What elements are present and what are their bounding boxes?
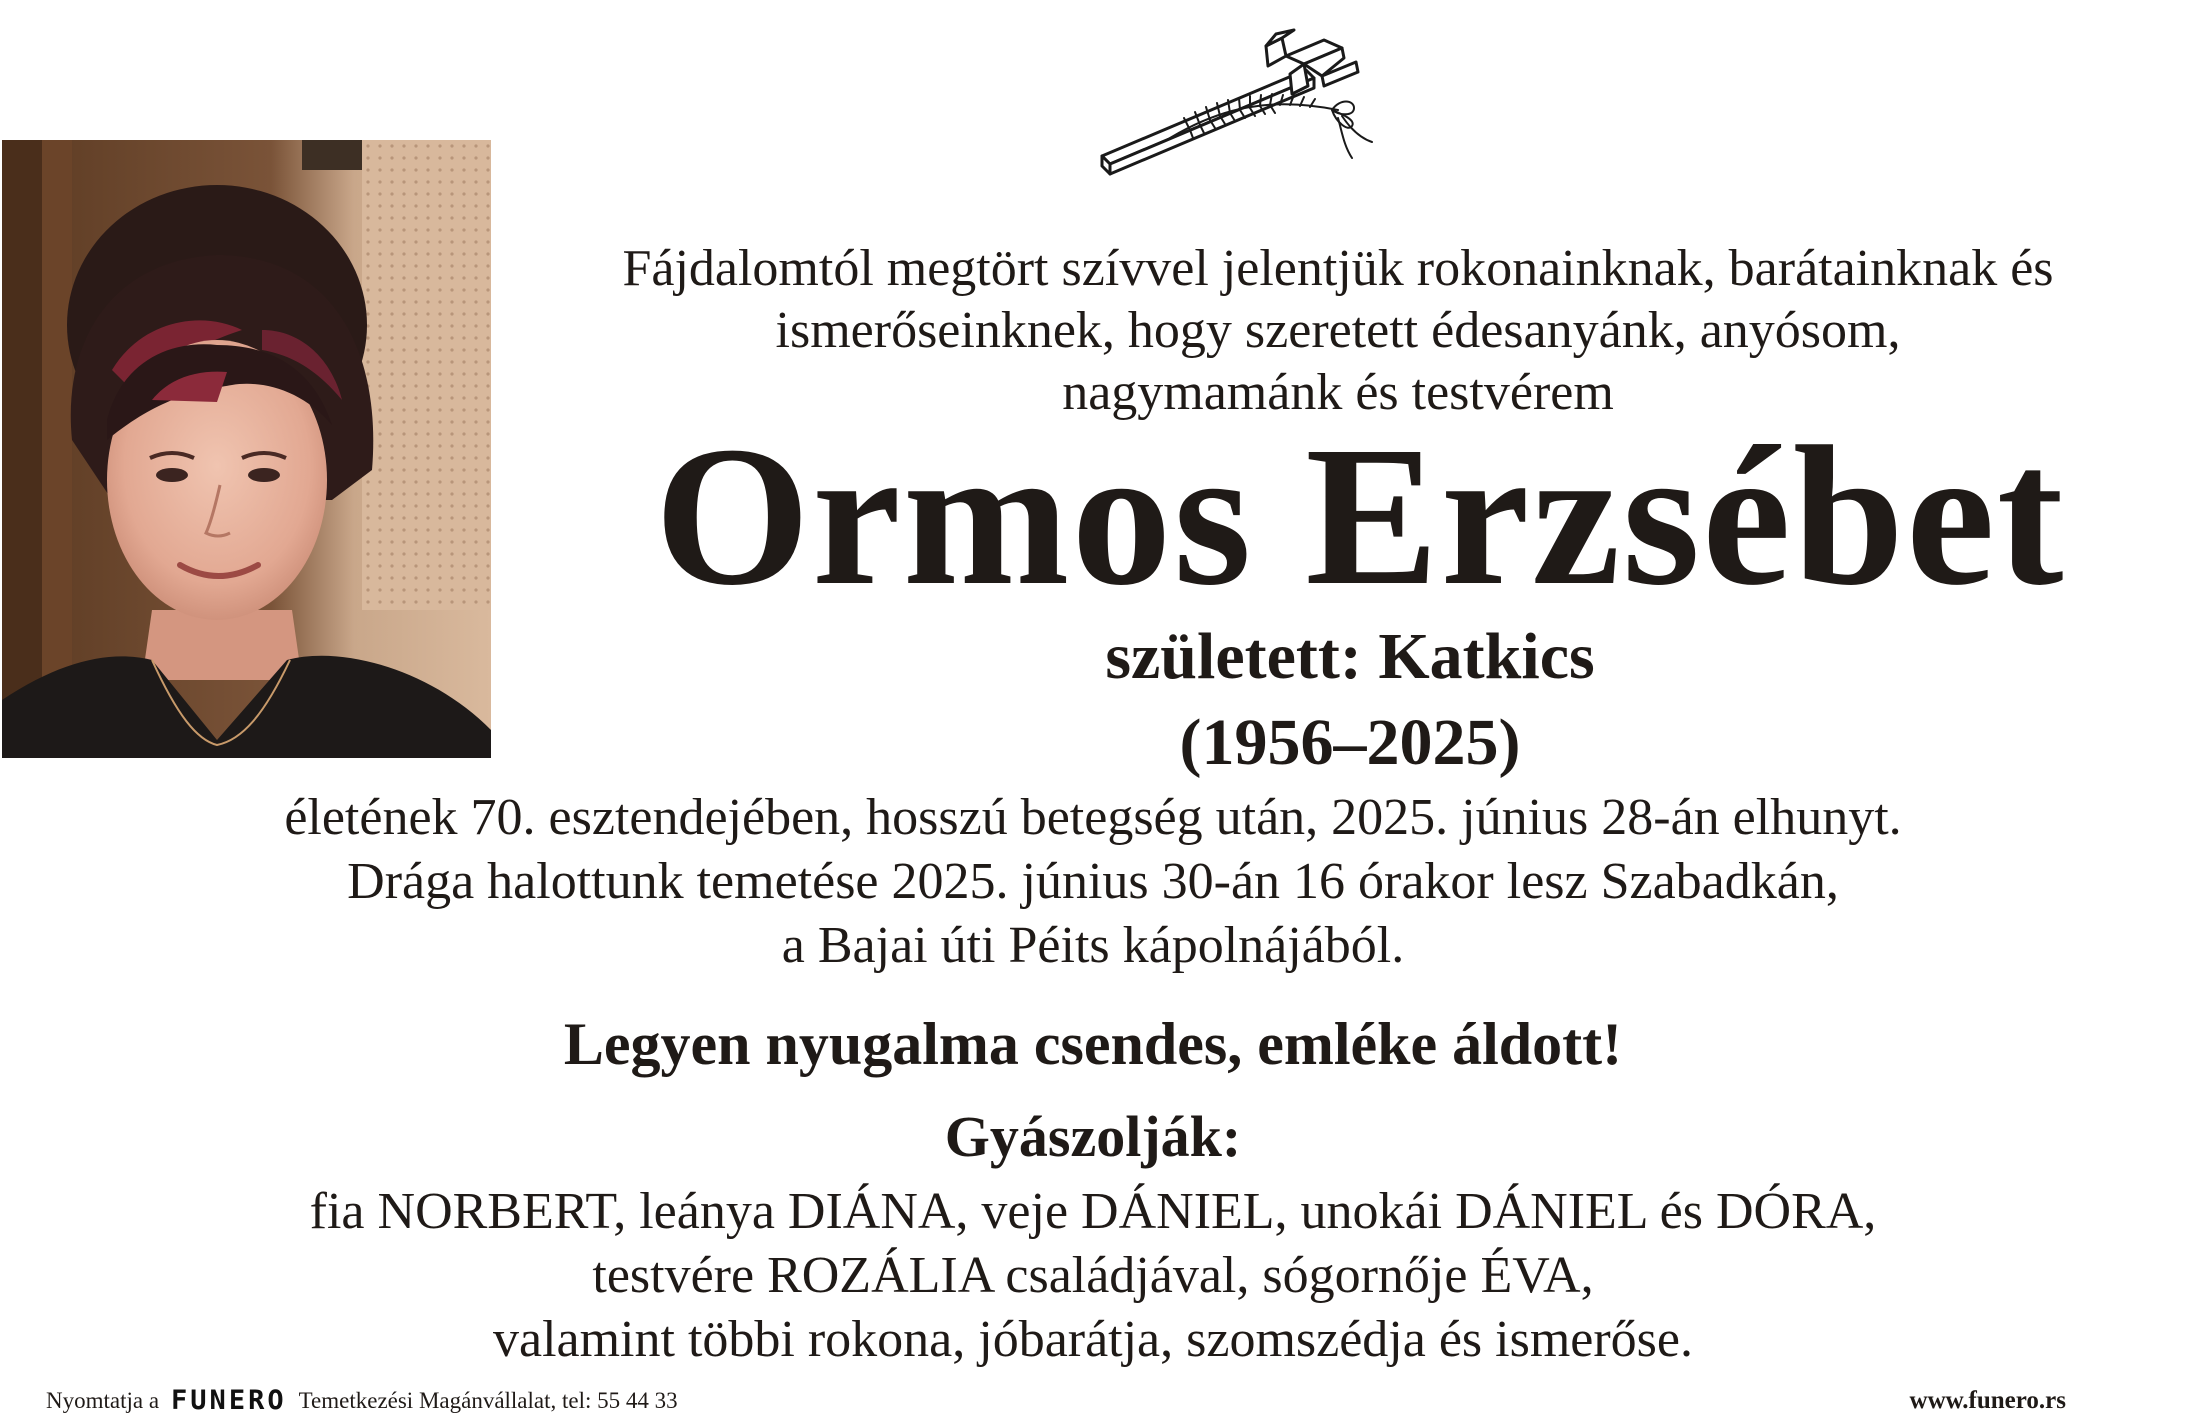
life-years: (1956–2025) bbox=[1179, 706, 1521, 779]
mourners-line: fia NORBERT, leánya DIÁNA, veje DÁNIEL, unokái DÁNIEL és DÓRA, bbox=[309, 1183, 1877, 1240]
funero-logo: FUNERO bbox=[171, 1385, 287, 1416]
death-and-funeral-details bbox=[0, 786, 2186, 978]
printer-credit bbox=[46, 1386, 678, 1416]
website-link[interactable]: www.funero.rs bbox=[1909, 1387, 2066, 1414]
body-line: Drága halottunk temetése 2025. június 30-án 16 órakor lesz Szabadkán, bbox=[347, 853, 1839, 910]
intro-line: Fájdalomtól megtört szívvel jelentjük rokonainknak, barátainknak és bbox=[622, 240, 2054, 297]
deceased-photo bbox=[2, 140, 491, 758]
intro-line: nagymamánk és testvérem bbox=[1062, 364, 1614, 421]
printed-by-label: Nyomtatja a bbox=[46, 1388, 160, 1413]
company-info: Temetkezési Magánvállalat, tel: 55 44 33 bbox=[298, 1388, 678, 1413]
cross-with-palm-icon bbox=[1100, 28, 1390, 178]
intro-line: ismerőseinknek, hogy szeretett édesanyánk, anyósom, bbox=[775, 302, 1901, 359]
body-line: a Bajai úti Péits kápolnájából. bbox=[781, 917, 1405, 974]
maiden-name: született: Katkics bbox=[1105, 620, 1595, 693]
mourners-line: testvére ROZÁLIA családjával, sógornője ÉVA, bbox=[592, 1247, 1594, 1304]
body-line: életének 70. esztendejében, hosszú betegség után, 2025. június 28-án elhunyt. bbox=[284, 789, 1902, 846]
mourners-list bbox=[0, 1180, 2186, 1372]
memorial-wish: Legyen nyugalma csendes, emléke áldott! bbox=[563, 1011, 1623, 1077]
deceased-name: Ormos Erzsébet bbox=[654, 406, 2066, 627]
mourners-heading: Gyászolják: bbox=[944, 1104, 1242, 1169]
intro-text bbox=[490, 238, 2186, 424]
mourners-line: valamint többi rokona, jóbarátja, szomszédja és ismerőse. bbox=[493, 1311, 1693, 1368]
